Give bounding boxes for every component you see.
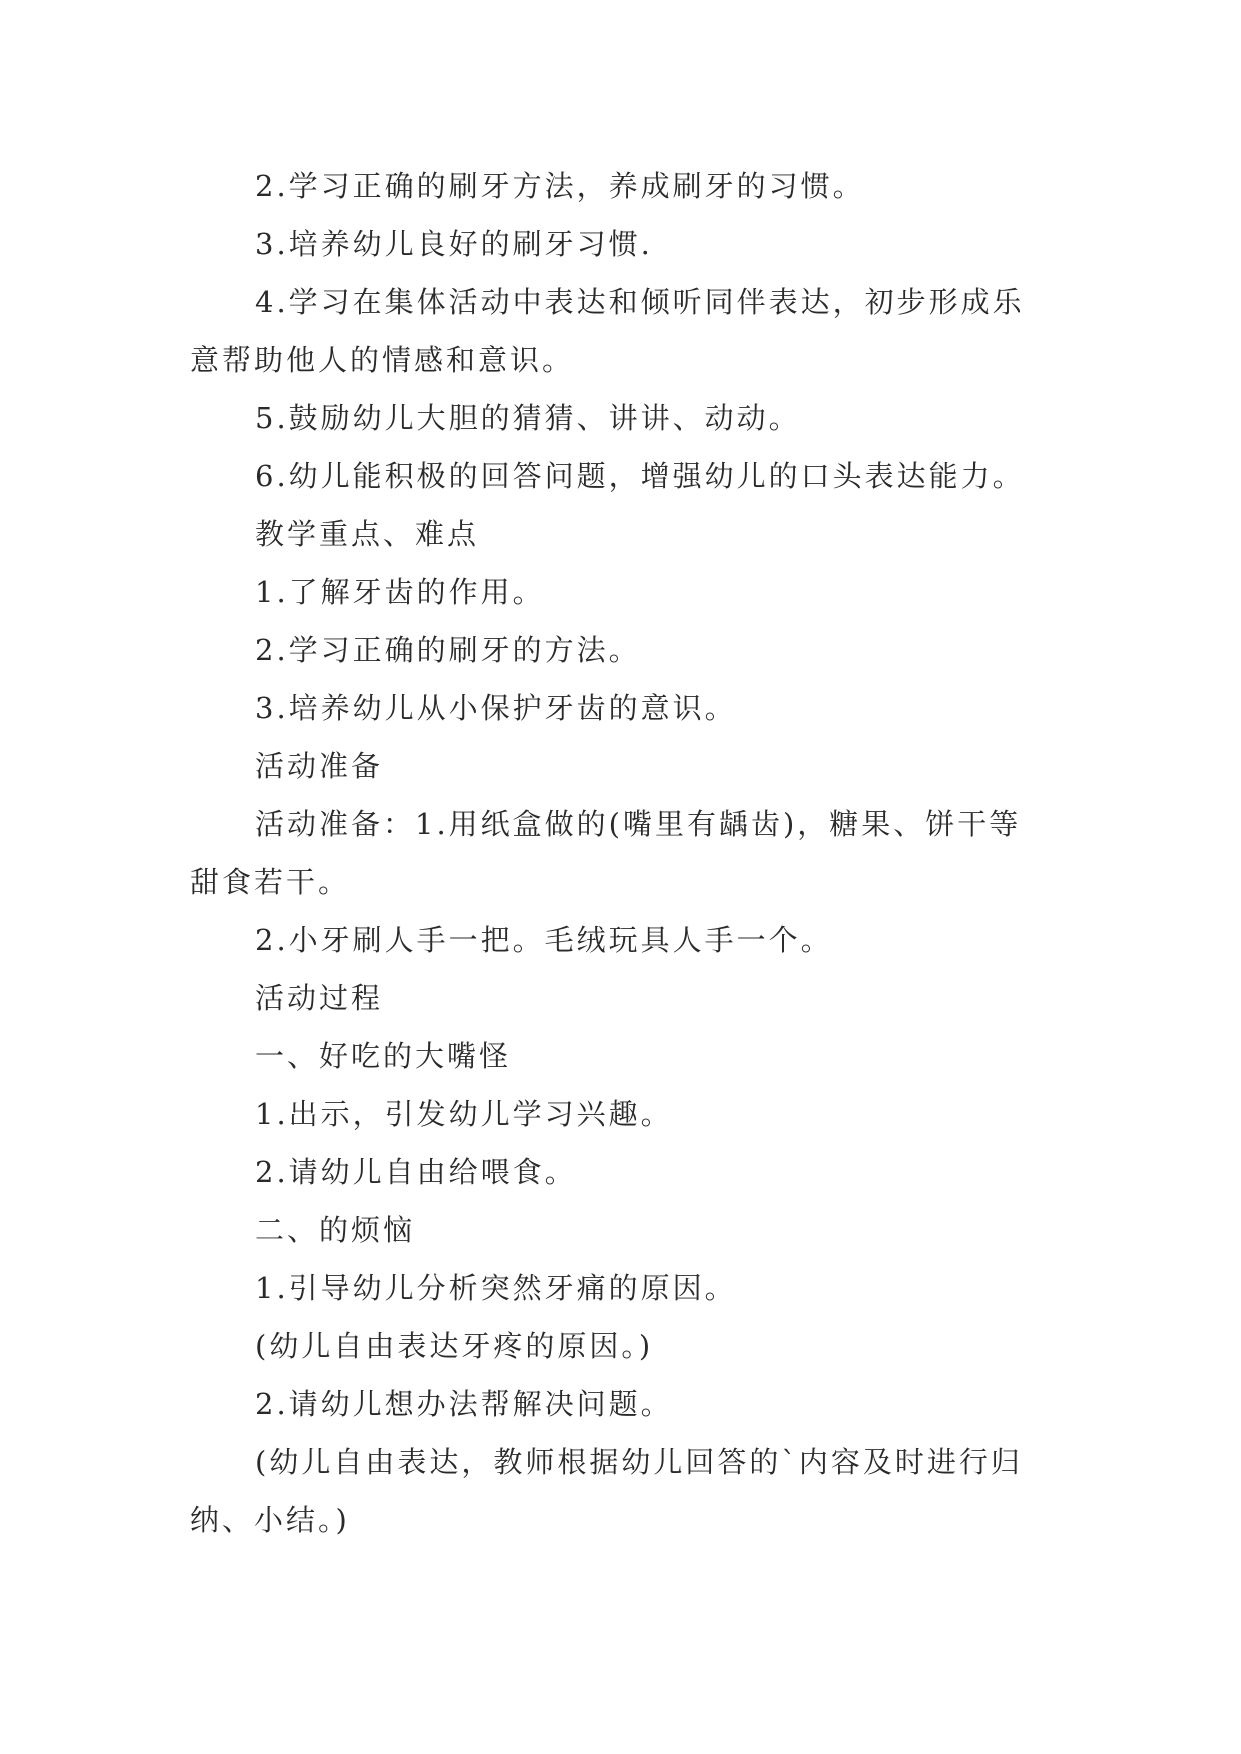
paragraph: 2.学习正确的刷牙方法，养成刷牙的习惯。 (255, 169, 865, 203)
paragraph: 5.鼓励幼儿大胆的猜猜、讲讲、动动。 (255, 401, 801, 435)
paragraph: 3.培养幼儿从小保护牙齿的意识。 (255, 691, 737, 725)
paragraph: 4.学习在集体活动中表达和倾听同伴表达，初步形成乐 (255, 285, 1025, 319)
paragraph: 6.幼儿能积极的回答问题，增强幼儿的口头表达能力。 (255, 459, 1025, 493)
sub-heading: 一、好吃的大嘴怪 (255, 1039, 512, 1073)
section-heading: 活动准备 (255, 749, 384, 783)
paragraph: 2.小牙刷人手一把。毛绒玩具人手一个。 (255, 923, 833, 957)
paragraph: 2.学习正确的刷牙的方法。 (255, 633, 641, 667)
paragraph: 1.了解牙齿的作用。 (255, 575, 545, 609)
paragraph: 活动准备：1.用纸盒做的(嘴里有龋齿)，糖果、饼干等 (255, 807, 1022, 841)
paragraph: (幼儿自由表达牙疼的原因。) (255, 1329, 654, 1363)
paragraph: 2.请幼儿想办法帮解决问题。 (255, 1387, 673, 1421)
paragraph-continuation: 纳、小结。) (190, 1503, 350, 1537)
paragraph: 2.请幼儿自由给喂食。 (255, 1155, 577, 1189)
paragraph-continuation: 意帮助他人的情感和意识。 (190, 343, 575, 377)
document-body (190, 157, 1070, 1549)
paragraph-continuation: 甜食若干。 (190, 865, 351, 899)
section-heading: 教学重点、难点 (255, 517, 480, 551)
paragraph: (幼儿自由表达，教师根据幼儿回答的`内容及时进行归 (255, 1445, 1023, 1479)
section-heading: 活动过程 (255, 981, 384, 1015)
paragraph: 1.出示，引发幼儿学习兴趣。 (255, 1097, 673, 1131)
paragraph: 3.培养幼儿良好的刷牙习惯. (255, 227, 653, 261)
sub-heading: 二、的烦恼 (255, 1213, 416, 1247)
paragraph: 1.引导幼儿分析突然牙痛的原因。 (255, 1271, 737, 1305)
